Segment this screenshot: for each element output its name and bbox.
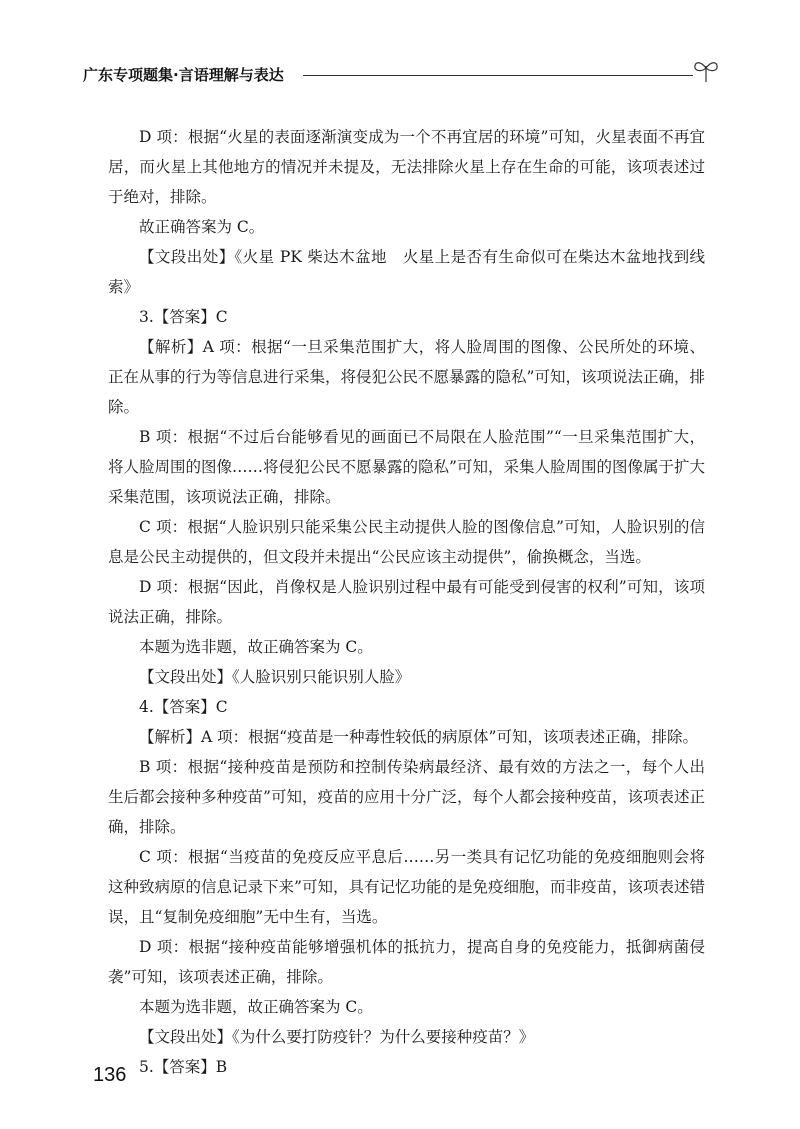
- question-5-answer: 5.【答案】B: [139, 1058, 228, 1076]
- question-4-answer: 4.【答案】C: [139, 698, 228, 716]
- question-3-source: 【文段出处】《人脸识别只能识别人脸》: [139, 668, 411, 686]
- leaf-sprout-icon: [691, 56, 721, 84]
- question-3-analysis-a: 【解析】A 项：根据“一旦采集范围扩大，将人脸周围的图像、公民所处的环境、正在从事的行为等信息进行采集，将侵犯公民不愿暴露的隐私”可知，该项说法正确，排除。: [108, 338, 705, 416]
- header-rule: [303, 75, 693, 76]
- paragraph-answer-c: 故正确答案为 C。: [139, 218, 265, 236]
- question-3-analysis-d: D 项：根据“因此，肖像权是人脸识别过程中最有可能受到侵害的权利”可知，该项说法正确，排除。: [108, 578, 705, 626]
- header-title: 广东专项题集·言语理解与表达: [83, 64, 290, 85]
- question-4-analysis-c: C 项：根据“当疫苗的免疫反应平息后……另一类具有记忆功能的免疫细胞则会将这种致病原的信息记录下来”可知，具有记忆功能的是免疫细胞，而非疫苗，该项表述错误，且“复制免疫细胞”无中生有，当选。: [108, 848, 705, 926]
- page-number: 136: [93, 1064, 127, 1086]
- running-header: [83, 58, 723, 88]
- paragraph-source-mars: 【文段出处】《火星 PK 柴达木盆地 火星上是否有生命似可在柴达木盆地找到线索》: [108, 248, 705, 296]
- question-3-answer: 3.【答案】C: [139, 308, 228, 326]
- question-3-analysis-b: B 项：根据“不过后台能够看见的画面已不局限在人脸范围”“一旦采集范围扩大，将人脸周围的图像……将侵犯公民不愿暴露的隐私”可知，采集人脸周围的图像属于扩大采集范围，该项说法正确，排除。: [108, 428, 705, 506]
- question-4-conclusion: 本题为选非题，故正确答案为 C。: [139, 998, 373, 1016]
- answer-explanations: [108, 122, 705, 1082]
- question-4-analysis-a: 【解析】A 项：根据“疫苗是一种毒性较低的病原体”可知，该项表述正确，排除。: [139, 728, 698, 746]
- question-3-analysis-c: C 项：根据“人脸识别只能采集公民主动提供人脸的图像信息”可知，人脸识别的信息是公民主动提供的，但文段并未提出“公民应该主动提供”，偷换概念，当选。: [108, 518, 705, 566]
- question-4-analysis-d: D 项：根据“接种疫苗能够增强机体的抵抗力，提高自身的免疫能力，抵御病菌侵袭”可知，该项表述正确，排除。: [108, 938, 705, 986]
- question-4-analysis-b: B 项：根据“接种疫苗是预防和控制传染病最经济、最有效的方法之一，每个人出生后都会接种多种疫苗”可知，疫苗的应用十分广泛，每个人都会接种疫苗，该项表述正确，排除。: [108, 758, 705, 836]
- question-4-source: 【文段出处】《为什么要打防疫针？为什么要接种疫苗？》: [139, 1028, 535, 1046]
- question-3-conclusion: 本题为选非题，故正确答案为 C。: [139, 638, 373, 656]
- paragraph-d-option-mars: D 项：根据“火星的表面逐渐演变成为一个不再宜居的环境”可知，火星表面不再宜居，而火星上其他地方的情况并未提及，无法排除火星上存在生命的可能，该项表述过于绝对，排除。: [108, 128, 705, 206]
